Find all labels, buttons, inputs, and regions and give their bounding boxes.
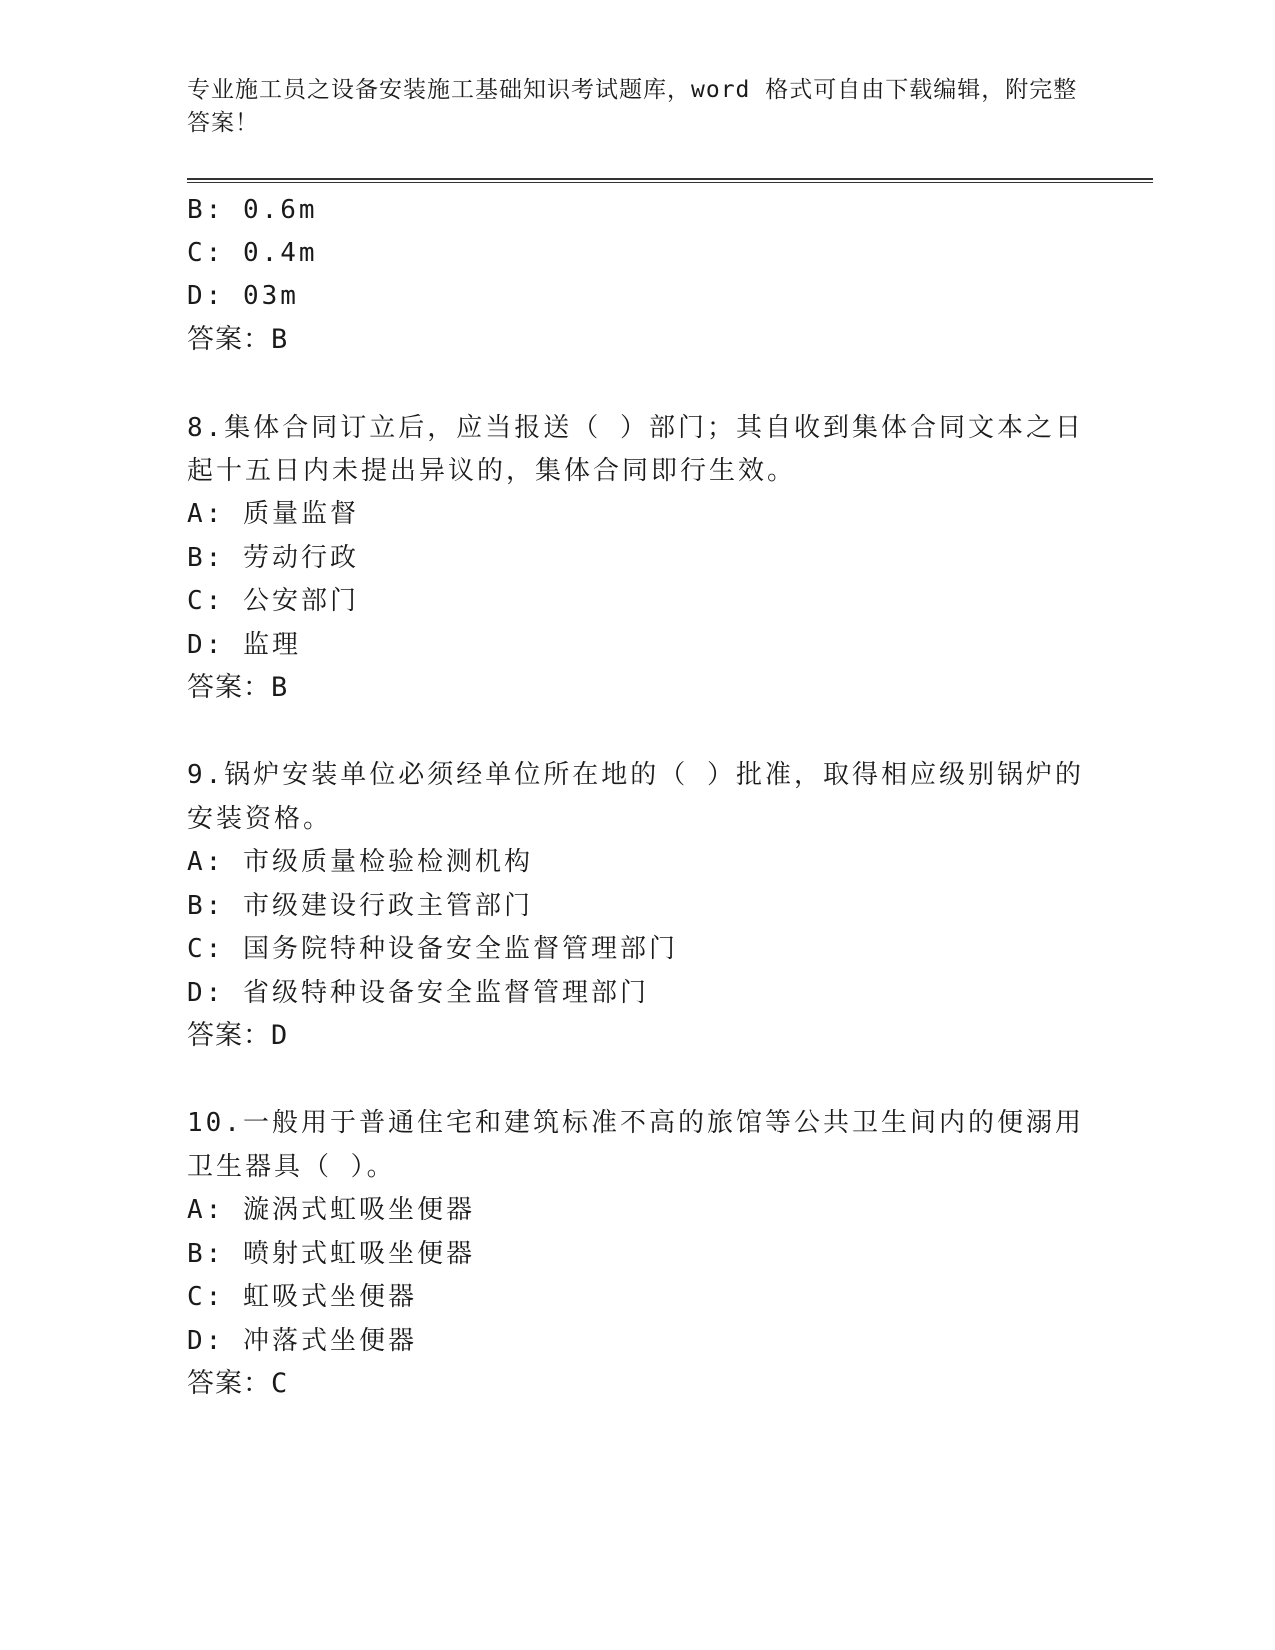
q10-answer: 答案：C — [187, 1368, 289, 1399]
q7-option-c: C: 0.4m — [187, 238, 318, 268]
q7-option-b: B: 0.6m — [187, 195, 318, 225]
q9-answer: 答案：D — [187, 1020, 289, 1051]
q10-option-c: C: 虹吸式坐便器 — [187, 1282, 417, 1312]
q10-option-a: A: 漩涡式虹吸坐便器 — [187, 1195, 475, 1225]
q10-stem-line2: 卫生器具（ ）。 — [187, 1152, 396, 1182]
q9-stem-line2: 安装资格。 — [187, 804, 333, 834]
q9-option-c: C: 国务院特种设备安全监督管理部门 — [187, 934, 678, 964]
q9-option-d: D: 省级特种设备安全监督管理部门 — [187, 978, 649, 1008]
q10-option-b: B: 喷射式虹吸坐便器 — [187, 1239, 475, 1269]
q8-stem-line2: 起十五日内未提出异议的，集体合同即行生效。 — [187, 456, 797, 486]
q8-option-d: D: 监理 — [187, 630, 301, 660]
q9-option-a: A: 市级质量检验检测机构 — [187, 847, 533, 877]
header-rule-thin — [187, 182, 1153, 183]
q8-answer: 答案：B — [187, 672, 289, 703]
q7-option-d: D: 03m — [187, 281, 299, 311]
q8-stem-line1: 8.集体合同订立后，应当报送（ ）部门；其自收到集体合同文本之日 — [187, 413, 1084, 443]
q8-option-b: B: 劳动行政 — [187, 543, 359, 573]
document-header: 专业施工员之设备安装施工基础知识考试题库，word 格式可自由下载编辑，附完整答案！ — [187, 77, 1078, 136]
q8-option-c: C: 公安部门 — [187, 586, 359, 616]
header-rule-thick — [187, 178, 1153, 180]
q9-option-b: B: 市级建设行政主管部门 — [187, 891, 533, 921]
q7-answer: 答案：B — [187, 324, 289, 355]
q8-option-a: A: 质量监督 — [187, 499, 359, 529]
q10-option-d: D: 冲落式坐便器 — [187, 1326, 417, 1356]
q9-stem-line1: 9.锅炉安装单位必须经单位所在地的（ ）批准，取得相应级别锅炉的 — [187, 760, 1084, 790]
q10-stem-line1: 10.一般用于普通住宅和建筑标准不高的旅馆等公共卫生间内的便溺用 — [187, 1108, 1084, 1138]
